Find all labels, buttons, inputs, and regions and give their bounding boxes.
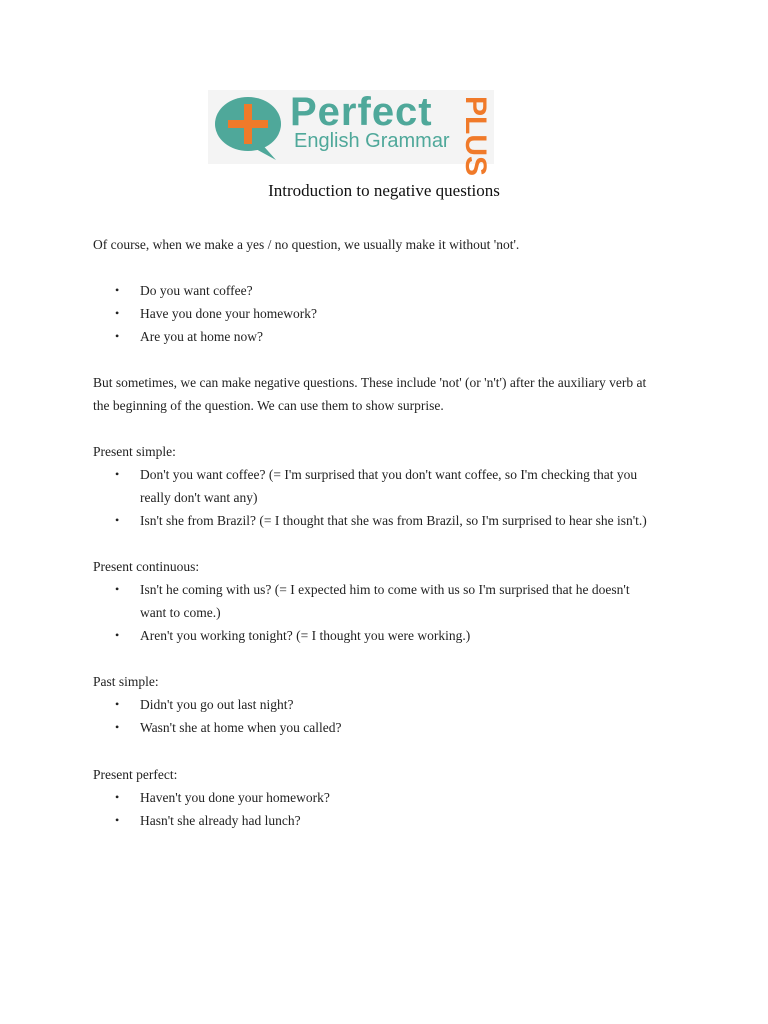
- list-item: • Isn't she from Brazil? (= I thought that she was from Brazil, so I'm surprised to hear she isn't.): [93, 509, 683, 532]
- bullet-icon: •: [115, 283, 120, 297]
- bullet-icon: •: [115, 467, 120, 481]
- section-heading: Present simple:: [93, 444, 176, 459]
- bullet-icon: •: [115, 329, 120, 343]
- logo-word: Perfect: [290, 90, 433, 134]
- section-heading: Present continuous:: [93, 559, 200, 574]
- section-past-simple: [93, 670, 683, 739]
- list-item: • Don't you want coffee? (= I'm surprised that you don't want coffee, so I'm checking that you really don't want any): [93, 463, 683, 509]
- list-item: • Didn't you go out last night?: [93, 693, 683, 716]
- page-title: Introduction to negative questions: [268, 181, 500, 200]
- list-item: • Wasn't she at home when you called?: [93, 716, 683, 739]
- section-present-continuous: [93, 555, 683, 647]
- bullet-icon: •: [115, 628, 120, 642]
- speech-bubble-plus-icon: [208, 90, 288, 164]
- bullet-icon: •: [115, 306, 120, 320]
- intro-block: [93, 233, 683, 256]
- section-present-simple: [93, 440, 683, 532]
- bullet-icon: •: [115, 513, 120, 527]
- list-item: • Hasn't she already had lunch?: [93, 809, 683, 832]
- list-item: • Aren't you working tonight? (= I thought you were working.): [93, 624, 683, 647]
- logo-subtitle: English Grammar: [294, 130, 450, 152]
- list-item: • Haven't you done your homework?: [93, 786, 683, 809]
- explanation-paragraph: But sometimes, we can make negative questions. These include 'not' (or 'n't') after the auxiliary verb at the beginning of the question. We can use them to show surprise.: [93, 375, 647, 413]
- intro-paragraph: Of course, when we make a yes / no question, we usually make it without 'not'.: [93, 237, 520, 252]
- logo-plus: PLUS: [459, 96, 492, 177]
- section-heading: Present perfect:: [93, 767, 178, 782]
- bullet-icon: •: [115, 582, 120, 596]
- list-item: • Are you at home now?: [93, 325, 683, 348]
- list-item: • Do you want coffee?: [93, 279, 683, 302]
- bullet-icon: •: [115, 697, 120, 711]
- section-heading: Past simple:: [93, 674, 159, 689]
- section-present-perfect: [93, 763, 683, 832]
- list-item: • Have you done your homework?: [93, 302, 683, 325]
- list-item: • Isn't he coming with us? (= I expected him to come with us so I'm surprised that he doesn't want to come.): [93, 578, 683, 624]
- bullet-icon: •: [115, 813, 120, 827]
- perfect-english-grammar-logo: [208, 90, 494, 177]
- bullet-icon: •: [115, 790, 120, 804]
- bullet-icon: •: [115, 720, 120, 734]
- intro-examples: [93, 279, 683, 348]
